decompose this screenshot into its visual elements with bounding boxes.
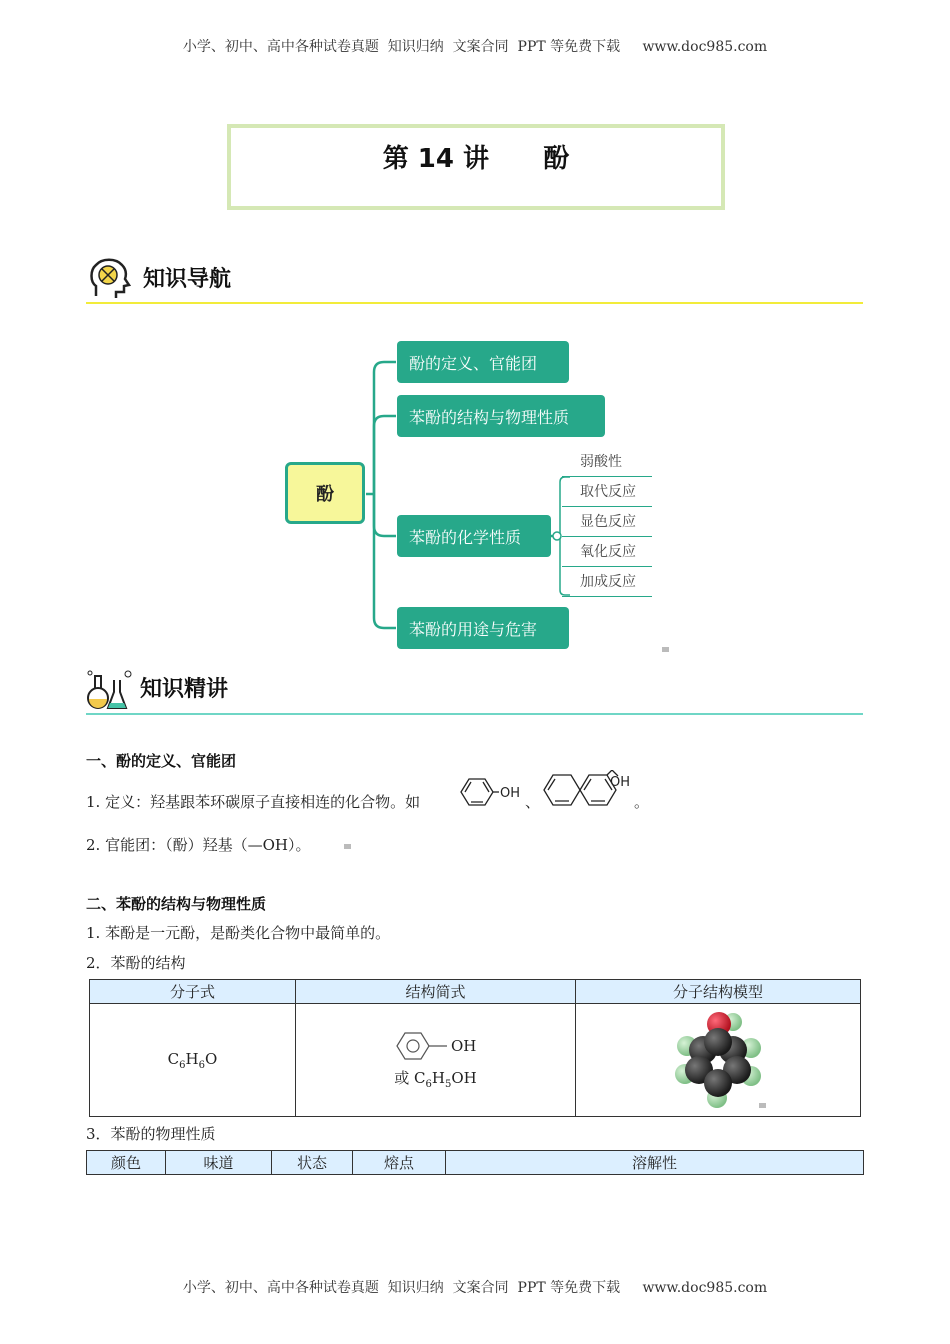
page-footer: 小学、初中、高中各种试卷真题 知识归纳 文案合同 PPT 等免费下载 www.doc985.com — [182, 1280, 768, 1296]
mindmap-branch-structure: 苯酚的结构与物理性质 — [397, 395, 605, 437]
page-header: 小学、初中、高中各种试卷真题 知识归纳 文案合同 PPT 等免费下载 www.doc985.com — [182, 39, 768, 55]
nav-section-rule — [86, 302, 863, 304]
table1-header-structure: 结构简式 — [296, 980, 576, 1004]
table2-header-solubility: 溶解性 — [446, 1151, 864, 1175]
mindmap-root: 酚 — [285, 462, 365, 524]
table2-header-color: 颜色 — [87, 1151, 166, 1175]
image-anchor-mark — [759, 1103, 766, 1108]
part1-functional-group-text: 2. 官能团：（酚）羟基（—OH）。 — [86, 836, 311, 854]
mindmap-branch-chemical: 苯酚的化学性质 — [397, 515, 551, 557]
phenol-physical-properties-table — [86, 1150, 864, 1175]
phenol-ring-structure — [395, 1031, 477, 1061]
nav-section-title: 知识导航 — [143, 267, 232, 292]
lecture-section-title: 知识精讲 — [140, 677, 229, 702]
page-title: 第 14 讲 酚 — [382, 144, 570, 174]
image-anchor-mark — [662, 647, 669, 652]
mindmap-branch-definition: 酚的定义、官能团 — [397, 341, 569, 383]
mindmap-branch-uses: 苯酚的用途与危害 — [397, 607, 569, 649]
lecture-section-rule — [86, 713, 863, 715]
table2-header-state: 状态 — [272, 1151, 353, 1175]
phenol-oh-label: OH — [500, 786, 521, 801]
part2-heading: 二、苯酚的结构与物理性质 — [86, 895, 267, 913]
table1-header-formula: 分子式 — [90, 980, 296, 1004]
definition-end-mark: 。 — [634, 793, 650, 811]
mindmap-leaf-substitution: 取代反应 — [562, 481, 652, 507]
structure-formula-cell — [296, 1004, 576, 1117]
lab-flask-icon — [86, 668, 136, 712]
table1-header-model: 分子结构模型 — [576, 980, 861, 1004]
naphthol-oh-label: OH — [610, 775, 631, 790]
part1-heading: 一、酚的定义、官能团 — [86, 752, 237, 770]
part2-item1: 1. 苯酚是一元酚，是酚类化合物中最简单的。 — [86, 924, 391, 942]
molecular-formula-cell — [90, 1004, 296, 1117]
definition-separator: 、 — [525, 793, 541, 811]
phenol-skeletal-structure — [455, 776, 535, 808]
table2-header-odor: 味道 — [166, 1151, 272, 1175]
molecular-formula: $C_6H_6O$ — [167, 1049, 218, 1071]
naphthol-skeletal-structure — [540, 770, 636, 810]
part2-item3: 3．苯酚的物理性质 — [86, 1125, 216, 1143]
space-filling-model — [673, 1008, 763, 1108]
part2-item2: 2．苯酚的结构 — [86, 954, 186, 972]
mindmap-leaf-addition: 加成反应 — [562, 571, 652, 597]
head-brain-icon — [88, 256, 132, 302]
mindmap-leaf-acidity: 弱酸性 — [562, 451, 652, 477]
condensed-formula: 或 $C_6H_5OH$ — [394, 1068, 477, 1090]
ring-oh-label: OH — [450, 1036, 476, 1055]
table2-header-melting-point: 熔点 — [353, 1151, 446, 1175]
image-anchor-mark — [344, 844, 351, 849]
molecular-model-cell — [576, 1004, 861, 1117]
mindmap-leaf-color: 显色反应 — [562, 511, 652, 537]
part1-definition-text: 1. 定义：羟基跟苯环碳原子直接相连的化合物。如 — [86, 793, 421, 811]
mindmap-leaf-oxidation: 氧化反应 — [562, 541, 652, 567]
phenol-structure-table — [89, 979, 861, 1117]
